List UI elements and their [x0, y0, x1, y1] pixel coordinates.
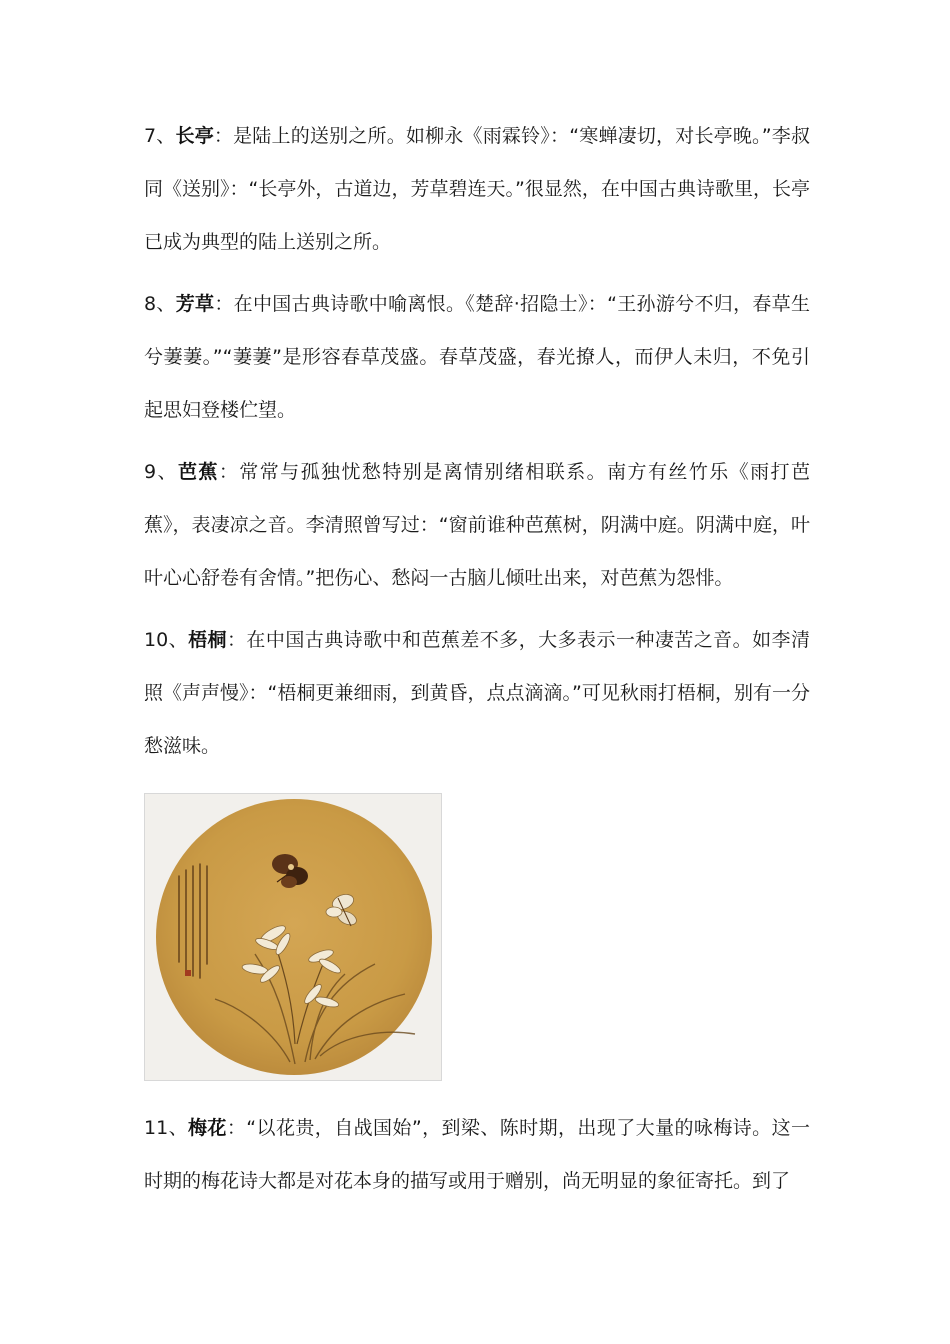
item-term: 芭蕉	[177, 461, 219, 483]
item-number: 9、	[144, 461, 178, 483]
item-number: 10、	[144, 629, 189, 651]
item-text: ：“以花贵，自战国始”，到梁、陈时期，出现了大量的咏梅诗。这一时期的梅花诗大都是对花本身的描写或用于赠别，尚无明显的象征寄托。到了	[144, 1117, 810, 1192]
item-term: 梧桐	[188, 629, 227, 651]
item-text: ：在中国古典诗歌中和芭蕉差不多，大多表示一种凄苦之音。如李清照《声声慢》：“梧桐更兼细雨，到黄昏，点点滴滴。”可见秋雨打梧桐，别有一分愁滋味。	[144, 629, 810, 757]
paragraph-item-11	[144, 1102, 810, 1208]
item-term: 长亭	[175, 125, 214, 147]
item-term: 梅花	[188, 1117, 227, 1139]
item-number: 7、	[144, 125, 176, 147]
item-term: 芳草	[175, 293, 215, 315]
item-text: ：是陆上的送别之所。如柳永《雨霖铃》：“寒蝉凄切，对长亭晚。”李叔同《送别》：“长亭外，古道边，芳草碧连天。”很显然，在中国古典诗歌里，长亭已成为典型的陆上送别之所。	[144, 125, 810, 253]
item-text: ：在中国古典诗歌中喻离恨。《楚辞·招隐士》：“王孙游兮不归，春草生兮萋萋。”“萋萋”是形容春草茂盛。春草茂盛，春光撩人，而伊人未归，不免引起思妇登楼伫望。	[144, 293, 810, 421]
paragraph-item-8	[144, 278, 810, 437]
item-number: 8、	[144, 293, 176, 315]
item-number: 11、	[144, 1117, 189, 1139]
paragraph-item-7	[144, 110, 810, 269]
paragraph-item-10	[144, 614, 810, 773]
item-text: ：常常与孤独忧愁特别是离情别绪相联系。南方有丝竹乐《雨打芭蕉》，表凄凉之音。李清照曾写过：“窗前谁种芭蕉树，阴满中庭。阴满中庭，叶叶心心舒卷有舍情。”把伤心、愁闷一古脑儿倾吐出来，对芭蕉为怨悱。	[144, 461, 810, 589]
painting-image	[144, 793, 442, 1081]
paragraph-item-9	[144, 446, 810, 605]
round-fan-painting-icon	[145, 794, 441, 1080]
